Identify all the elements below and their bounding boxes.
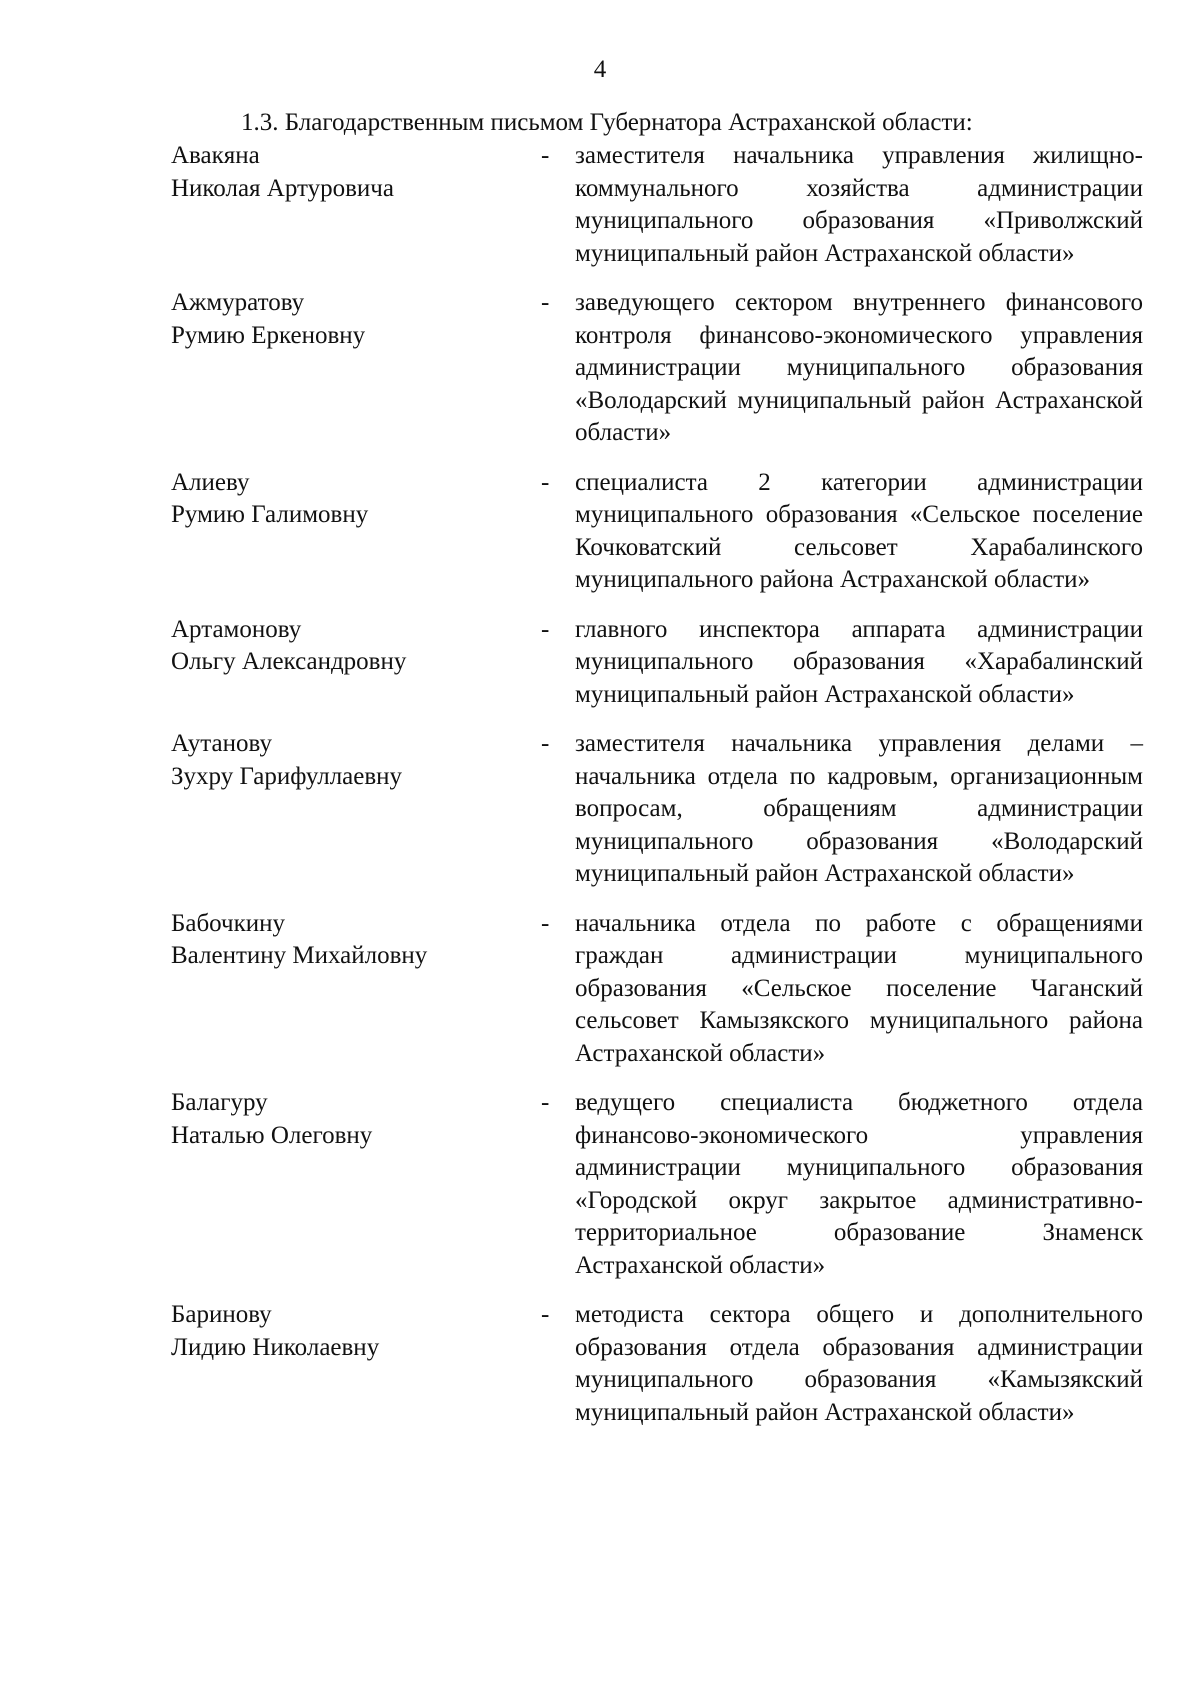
person-given-names: Лидию Николаевну [171, 1333, 380, 1361]
section-heading: 1.3. Благодарственным письмом Губернатора Астраханской области: [241, 109, 973, 136]
person-name [171, 1299, 541, 1364]
award-entry [171, 614, 1151, 712]
award-entry [171, 728, 1151, 891]
person-given-names: Румию Галимовну [171, 501, 369, 528]
person-given-names: Румию Еркеновну [171, 321, 366, 349]
person-surname: Артамонову [171, 615, 302, 643]
person-position: заведующего сектором внутреннего финансового контроля финансово-экономического управления администрации муниципального образования «Володарский муниципальный район Астраханской области» [575, 289, 1143, 446]
award-entry [171, 1087, 1151, 1282]
award-entry [171, 467, 1151, 597]
person-surname: Баринову [171, 1301, 272, 1328]
person-surname: Алиеву [171, 468, 250, 496]
person-name [171, 1087, 541, 1152]
person-surname: Ажмуратову [171, 289, 305, 316]
entry-dash: - [541, 1301, 550, 1328]
person-name [171, 467, 541, 532]
person-position: методиста сектора общего и дополнительного образования отдела образования администрации муниципального образования «Камызякский муниципальный район Астраханской области» [575, 1301, 1143, 1426]
person-given-names: Валентину Михайловну [171, 942, 428, 969]
person-position: ведущего специалиста бюджетного отдела финансово-экономического управления администрации муниципального образования «Городской округ закрытое административно-территориальное образование Знаменск Астраханской области» [575, 1089, 1143, 1279]
person-position: заместителя начальника управления жилищно-коммунального хозяйства администрации муниципального образования «Приволжский муниципальный район Астраханской области» [575, 142, 1143, 267]
person-surname: Аутанову [171, 730, 272, 757]
person-surname: Балагуру [171, 1089, 268, 1116]
award-entry [171, 140, 1151, 270]
person-position: специалиста 2 категории администрации муниципального образования «Сельское поселение Кочковатский сельсовет Харабалинского муниципального района Астраханской области» [575, 468, 1143, 593]
person-given-names: Ольгу Александровну [171, 648, 407, 675]
person-surname: Бабочкину [171, 909, 286, 937]
person-name [171, 140, 541, 205]
award-entry [171, 908, 1151, 1071]
entry-dash: - [541, 1089, 550, 1116]
entry-dash: - [541, 468, 550, 496]
entry-dash: - [541, 289, 550, 316]
entry-dash: - [541, 615, 550, 643]
person-position: главного инспектора аппарата администрации муниципального образования «Харабалинский муниципальный район Астраханской области» [575, 615, 1143, 708]
person-position: заместителя начальника управления делами – начальника отдела по кадровым, организационным вопросам, обращениям администрации муниципального образования «Володарский муниципальный район Астраханской области» [575, 730, 1143, 887]
award-entry [171, 1299, 1151, 1429]
person-surname: Авакяна [171, 142, 260, 169]
entry-dash: - [541, 909, 550, 937]
person-position: начальника отдела по работе с обращениями граждан администрации муниципального образования «Сельское поселение Чаганский сельсовет Камызякского муниципального района Астраханской области» [575, 909, 1143, 1067]
person-name [171, 908, 541, 973]
entry-dash: - [541, 142, 550, 169]
person-given-names: Зухру Гарифуллаевну [171, 762, 403, 790]
award-entry [171, 287, 1151, 450]
page-number: 4 [593, 56, 607, 83]
person-name [171, 728, 541, 793]
award-list [171, 140, 1151, 1446]
person-name [171, 614, 541, 679]
entry-dash: - [541, 730, 550, 757]
person-given-names: Наталью Олеговну [171, 1121, 373, 1149]
person-given-names: Николая Артуровича [171, 174, 394, 202]
person-name [171, 287, 541, 352]
